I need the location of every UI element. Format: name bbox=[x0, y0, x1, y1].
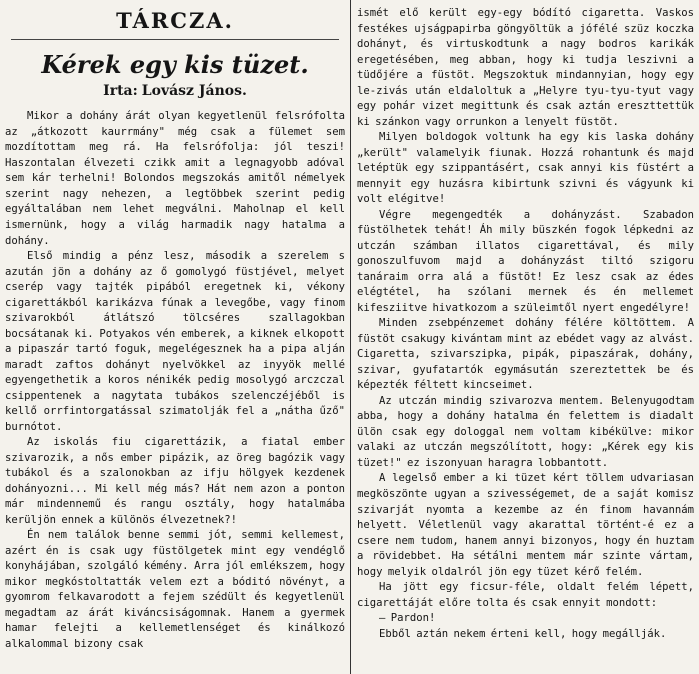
paragraph-continued: ismét elő került egy-egy bódító cigaretta. Vaskos festékes ujságpapirba göngyöltük a jófélé szüz koczka dohányt, és virtuskodtunk a nagy bodros karikák eregetésében, meg abban, hogy ki tudja leszivni a tüdőjére a füstöt. Megszoktuk mindannyian, hogy egy le-zivás után eldaloltuk a „Helyre tyu-tyu-tyut vagy egy pohár vizet megittunk és csak aztán ereszttettük ki szánkon vagy orrunkon a lenyelt füstöt. bbox=[357, 7, 694, 128]
heading-rule bbox=[11, 39, 339, 40]
paragraph: Végre megengedték a dohányzást. Szabadon füstölhetek tehát! Áh mily büszkén fogok lépkedni az utczán számban illatos cigarettával, és mily gonoszulfuvom majd a dohányzást tiltó szigoru tanáraim orra alá a füstöt! Ez lesz csak az édes elégtétel, ha szólani mernek és én mellemet kifesziitve hivatkozom a szüleimtől nyert engedélyre! bbox=[357, 208, 694, 314]
byline bbox=[5, 83, 345, 99]
article-title: Kérek egy kis tüzet. bbox=[41, 50, 309, 79]
paragraph: Az iskolás fiu cigarettázik, a fiatal ember szivarozik, a nős ember pipázik, az öreg bagózik vagy tubákol és a szalonokban az ifju hölgyek kezdenek dohányozni... Mi kell még más? Hát nem azon a ponton már mindennemű és rangu osztály, hogy hatalmába kerüljön ennek a különös élvezetnek?! bbox=[5, 436, 345, 526]
byline-prefix: Irta: bbox=[103, 83, 138, 100]
dialogue-line: — Pardon! bbox=[379, 612, 436, 625]
paragraph: Milyen boldogok voltunk ha egy kis laska dohány „került" valamelyik fiunak. Hozzá rohantunk és majd letéptük egy szippantásért, csak annyi kis füstért a mennyit egy huzásra kibirtunk szivni és vágyunk ki volt elégitve! bbox=[357, 131, 694, 206]
author-name: Lovász János. bbox=[141, 83, 247, 100]
paragraph: Első mindig a pénz lesz, második a szerelem s azután jön a dohány az ő gomolygó füstjével, melyet cserép vagy tajték pipából eregetnek ki, vékony cigarettákból karikázva fúnak a levegőbe, vagy finom szivarokból átlátszó tölcséres szallagokban bocsátanak ki. Potyakos vén emberek, a kiknek elkopott a pipaszár tartó foguk, megelégesznek ha a pipa alján maradt zaftos dohányt nyelvökkel az inyyök mellé egyengethetik a koros nénikék pedig mosolygó arczczal csippentenek a nagytata tubákos szelenczéjéből is kellő orrfintorgatással szimatolják fel a „nátha űző" burnótot. bbox=[5, 250, 345, 433]
right-column bbox=[352, 0, 699, 674]
column-divider bbox=[350, 0, 351, 674]
paragraph: Ha jött egy ficsur-féle, oldalt felém lépett, cigarettáját előre tolta és csak ennyit mondott: bbox=[357, 581, 694, 609]
paragraph: Ebből aztán nekem érteni kell, hogy megállják. bbox=[379, 627, 667, 640]
paragraph: A legelső ember a ki tüzet kért töllem udvariasan megköszönte ugyan a szivességemet, de a saját komisz szivarját nyomta a kezembe az én finom havannám helyett. Véletlenül vagy akarattal történt-é ez a csere nem tudom, hanem annyi bizonyos, hogy én huztam a rövidebbet. Ha sétálni mentem már szinte vártam, hogy melyik oldalról jön egy tüzet kérő felém. bbox=[357, 472, 694, 578]
paragraph: Mikor a dohány árát olyan kegyetlenül felsrófolta az „átkozott kaurrmány" még csak a fülemet sem mozdítottam meg rá. Ha felsrófolja: jól teszi! Haszontalan élvezeti czikk amit a legnagyobb adóval sem kár terhelni! Bolondos megszokás amitől némelyek szerint nagy nehezen, a legtöbbek szerint pedig egyáltalában nem lehet megválni. Maholnap el kell ismernünk, hogy a világ harmadik nagy hatalma a dohány. bbox=[5, 110, 345, 247]
paragraph: Én nem találok benne semmi jót, semmi kellemest, azért én is csak ugy füstölgetek mint egy vendéglő konyhájában, szolgáló kémény. Arra jól emlékszem, hogy mikor megkóstoltatták velem ezt a bóditó növényt, a gyomrom felkavarodott a fejem szédült és kegyetlenül megadtam az árát kiváncsiságomnak. Hanem a gyermek hamar felejti a kellemetlenséget és kinálkozó alkalommal bizony csak bbox=[5, 529, 345, 650]
paragraph: Minden zsebpénzemet dohány félére költöttem. A füstöt csakugy kivántam mint az ebédet vagy az alvást. Cigaretta, szivarszipka, pipák, pipaszárak, dohány, szivar, gyufatartók egymásután szereztettek be és képezték féltett kincseimet. bbox=[357, 317, 694, 392]
paragraph: Az utczán mindig szivarozva mentem. Belenyugodtam abba, hogy a dohány hatalma én felettem is diadalt ülön csak egy dologgal nem voltam kibékülve: mikor valaki az utczán megszólított, hogy: „Kérek egy kis tüzet!" ez iszonyuan haragra lobbantott. bbox=[357, 394, 694, 469]
section-heading: TÁRCZA. bbox=[116, 8, 234, 33]
